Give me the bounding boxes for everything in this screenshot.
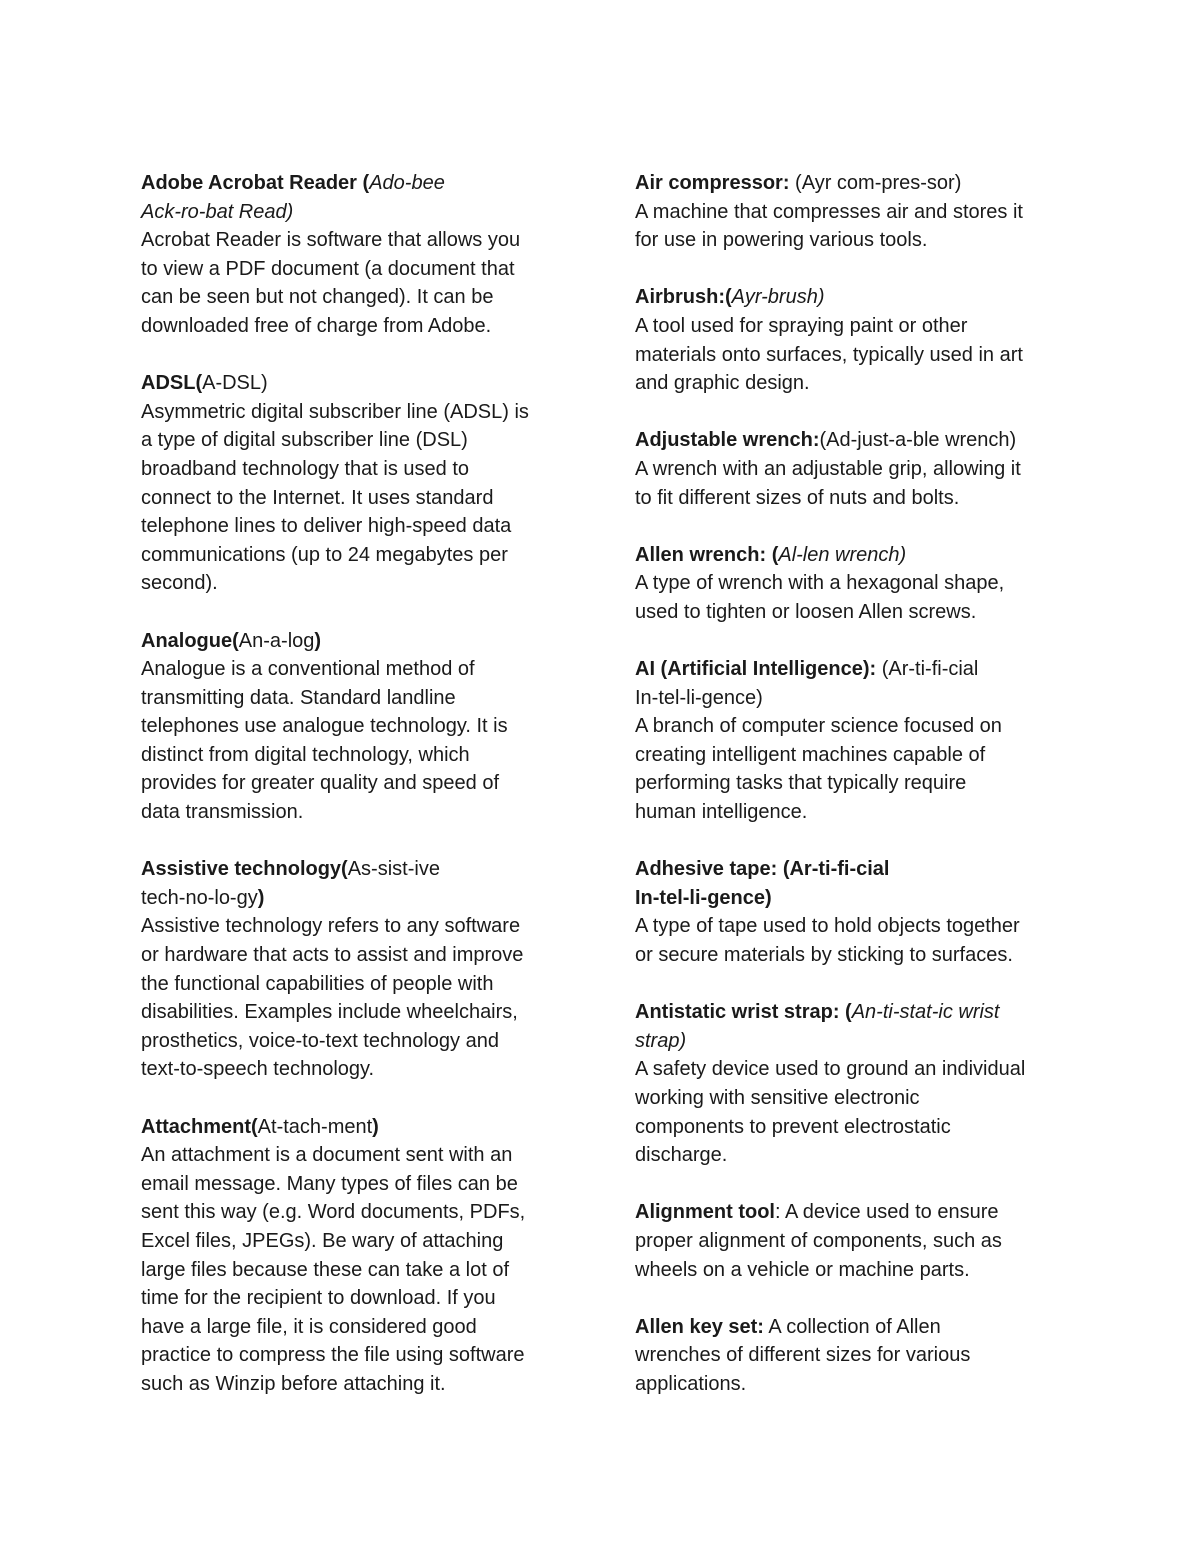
entry-text-line xyxy=(635,1256,1075,1285)
body-text: the functional capabilities of people with xyxy=(141,972,494,995)
entry-text-line xyxy=(635,1027,1075,1056)
glossary-entry-adjustable-wrench xyxy=(635,426,1075,512)
entry-term-line xyxy=(635,1198,1075,1227)
body-text: A safety device used to ground an individual xyxy=(635,1058,1026,1081)
entry-text-line xyxy=(635,912,1075,941)
entry-text-line xyxy=(141,283,581,312)
entry-term-line xyxy=(141,855,581,884)
body-text: disabilities. Examples include wheelchairs, xyxy=(141,1001,518,1024)
entry-text-line xyxy=(141,655,581,684)
entry-text-line xyxy=(635,341,1075,370)
body-text: telephone lines to deliver high-speed data xyxy=(141,515,512,538)
body-text: data transmission. xyxy=(141,801,304,824)
entry-text-line xyxy=(141,798,581,827)
body-text: materials onto surfaces, typically used in art xyxy=(635,343,1023,366)
term-text: Adhesive tape: (Ar-ti-fi-cial xyxy=(635,858,890,881)
body-text: and graphic design. xyxy=(635,372,810,395)
entry-term-line xyxy=(635,655,1075,684)
entry-term-line xyxy=(141,1113,581,1142)
entry-text-line xyxy=(635,1227,1075,1256)
entry-term-line xyxy=(635,541,1075,570)
left-column xyxy=(141,169,581,1427)
entry-text-line xyxy=(635,1370,1075,1399)
body-text: communications (up to 24 megabytes per xyxy=(141,543,508,566)
entry-text-line xyxy=(635,569,1075,598)
entry-text-line xyxy=(141,769,581,798)
body-text: discharge. xyxy=(635,1144,728,1167)
pronunciation-text: Ado-bee xyxy=(369,172,445,194)
entry-term-line xyxy=(141,369,581,398)
term-text: Air compressor: xyxy=(635,172,790,194)
body-text: A collection of Allen xyxy=(763,1315,941,1338)
glossary-entry-alignment-tool xyxy=(635,1198,1075,1284)
body-text: An attachment is a document sent with an xyxy=(141,1144,513,1167)
entry-text-line xyxy=(635,798,1075,827)
body-text: Analogue is a conventional method of xyxy=(141,658,475,681)
entry-text-line xyxy=(141,1227,581,1256)
entry-term-line xyxy=(141,169,581,198)
entry-text-line xyxy=(141,198,581,227)
body-text: second). xyxy=(141,572,218,595)
body-text: have a large file, it is considered good xyxy=(141,1315,477,1338)
entry-term-line xyxy=(635,169,1075,198)
term-text: Allen key set: xyxy=(635,1315,764,1338)
entry-text-line xyxy=(141,226,581,255)
body-text: email message. Many types of files can be xyxy=(141,1172,518,1195)
glossary-entry-air-compressor xyxy=(635,169,1075,255)
body-text: applications. xyxy=(635,1372,747,1395)
entry-text-line xyxy=(635,369,1075,398)
body-text: text-to-speech technology. xyxy=(141,1058,375,1081)
entry-text-line xyxy=(635,1341,1075,1370)
term-text: ( xyxy=(362,172,370,194)
body-text: (Ayr com-pres-sor) xyxy=(789,172,962,194)
body-text: A wrench with an adjustable grip, allowing it xyxy=(635,457,1021,480)
glossary-entry-allen-key-set xyxy=(635,1313,1075,1399)
body-text: performing tasks that typically require xyxy=(635,772,967,795)
body-text: provides for greater quality and speed of xyxy=(141,772,499,795)
body-text: A type of tape used to hold objects together xyxy=(635,915,1020,938)
body-text: tech-no-lo-gy xyxy=(141,886,258,909)
entry-text-line xyxy=(635,1055,1075,1084)
term-text: ) xyxy=(314,629,322,652)
body-text: large files because these can take a lot of xyxy=(141,1258,510,1281)
entry-term-line xyxy=(141,627,581,656)
body-text: can be seen but not changed). It can be xyxy=(141,286,494,309)
entry-text-line xyxy=(141,1198,581,1227)
term-text: AI (Artificial Intelligence): xyxy=(635,658,877,681)
entry-term-line xyxy=(635,1313,1075,1342)
term-text: Analogue( xyxy=(141,629,239,652)
entry-text-line xyxy=(635,484,1075,513)
glossary-entry-attachment xyxy=(141,1113,581,1399)
body-text: proper alignment of components, such as xyxy=(635,1229,1002,1252)
body-text: telephones use analogue technology. It is xyxy=(141,715,508,738)
entry-text-line xyxy=(141,1370,581,1399)
entry-text-line xyxy=(635,684,1075,713)
glossary-entry-allen-wrench xyxy=(635,541,1075,627)
entry-text-line xyxy=(141,1027,581,1056)
term-text: Airbrush:( xyxy=(635,286,732,309)
entry-text-line xyxy=(141,512,581,541)
body-text: A type of wrench with a hexagonal shape, xyxy=(635,572,1005,595)
term-text: Antistatic wrist strap: ( xyxy=(635,1001,852,1024)
body-text: components to prevent electrostatic xyxy=(635,1115,951,1138)
entry-term-line xyxy=(635,283,1075,312)
body-text: Asymmetric digital subscriber line (ADSL) is xyxy=(141,400,529,423)
term-text: Alignment tool xyxy=(635,1201,775,1224)
term-text: ADSL( xyxy=(141,372,203,395)
body-text: practice to compress the file using software xyxy=(141,1344,525,1367)
entry-text-line xyxy=(635,1141,1075,1170)
body-text: or secure materials by sticking to surfaces. xyxy=(635,944,1013,967)
term-text: ) xyxy=(257,886,265,909)
entry-text-line xyxy=(635,226,1075,255)
body-text: time for the recipient to download. If you xyxy=(141,1287,496,1310)
body-text: (Ad-just-a-ble wrench) xyxy=(819,429,1017,452)
glossary-entry-assistive-technology xyxy=(141,855,581,1084)
body-text: downloaded free of charge from Adobe. xyxy=(141,314,492,337)
glossary-entry-adsl xyxy=(141,369,581,598)
term-text: Attachment( xyxy=(141,1115,258,1138)
entry-text-line xyxy=(635,769,1075,798)
body-text: used to tighten or loosen Allen screws. xyxy=(635,600,977,623)
entry-text-line xyxy=(635,455,1075,484)
body-text: prosthetics, voice-to-text technology and xyxy=(141,1029,499,1052)
body-text: A tool used for spraying paint or other xyxy=(635,314,968,337)
body-text: such as Winzip before attaching it. xyxy=(141,1372,446,1395)
entry-text-line xyxy=(141,712,581,741)
body-text: A branch of computer science focused on xyxy=(635,715,1002,738)
body-text: to view a PDF document (a document that xyxy=(141,257,515,280)
body-text: Acrobat Reader is software that allows you xyxy=(141,229,521,252)
entry-text-line xyxy=(141,1341,581,1370)
glossary-entry-antistatic-wrist-strap xyxy=(635,998,1075,1170)
entry-text-line xyxy=(141,998,581,1027)
entry-text-line xyxy=(141,684,581,713)
entry-text-line xyxy=(141,1256,581,1285)
entry-text-line xyxy=(635,941,1075,970)
entry-text-line xyxy=(635,598,1075,627)
entry-term-line xyxy=(635,998,1075,1027)
entry-text-line xyxy=(141,1313,581,1342)
body-text: connect to the Internet. It uses standard xyxy=(141,486,494,509)
term-text: Adjustable wrench: xyxy=(635,429,820,452)
term-text: In-tel-li-gence) xyxy=(635,886,772,909)
pronunciation-text: strap) xyxy=(635,1029,687,1052)
entry-text-line xyxy=(141,1170,581,1199)
entry-text-line xyxy=(635,1084,1075,1113)
entry-text-line xyxy=(141,569,581,598)
entry-text-line xyxy=(635,712,1075,741)
pronunciation-text: Al-len wrench) xyxy=(778,543,907,566)
body-text: Assistive technology refers to any software xyxy=(141,915,521,938)
entry-text-line xyxy=(141,884,581,913)
entry-text-line xyxy=(141,1055,581,1084)
entry-text-line xyxy=(141,255,581,284)
entry-text-line xyxy=(635,884,1075,913)
entry-text-line xyxy=(141,941,581,970)
term-text: Allen wrench: ( xyxy=(635,543,779,566)
glossary-entry-adobe-acrobat-reader xyxy=(141,169,581,341)
pronunciation-text: An-ti-stat-ic wrist xyxy=(851,1001,1000,1024)
body-text: broadband technology that is used to xyxy=(141,457,470,480)
body-text: A-DSL) xyxy=(202,372,268,395)
entry-text-line xyxy=(141,741,581,770)
body-text: In-tel-li-gence) xyxy=(635,686,763,709)
body-text: to fit different sizes of nuts and bolts. xyxy=(635,486,960,509)
entry-text-line xyxy=(141,484,581,513)
pronunciation-text: Ayr-brush) xyxy=(731,286,825,309)
entry-text-line xyxy=(141,398,581,427)
entry-text-line xyxy=(635,312,1075,341)
entry-term-line xyxy=(635,855,1075,884)
body-text: An-a-log xyxy=(238,629,315,652)
right-column xyxy=(635,169,1075,1427)
glossary-entry-airbrush xyxy=(635,283,1075,397)
pronunciation-text: Ack-ro-bat Read) xyxy=(141,200,294,223)
entry-text-line xyxy=(141,1141,581,1170)
body-text: wheels on a vehicle or machine parts. xyxy=(635,1258,970,1281)
entry-text-line xyxy=(635,741,1075,770)
entry-text-line xyxy=(141,1284,581,1313)
entry-text-line xyxy=(141,455,581,484)
term-text: Adobe Acrobat Reader xyxy=(141,172,363,194)
entry-text-line xyxy=(141,541,581,570)
term-text: Assistive technology( xyxy=(141,858,348,881)
entry-term-line xyxy=(635,426,1075,455)
glossary-entry-analogue xyxy=(141,627,581,827)
body-text: distinct from digital technology, which xyxy=(141,743,470,766)
entry-text-line xyxy=(635,1113,1075,1142)
entry-text-line xyxy=(141,426,581,455)
entry-text-line xyxy=(141,970,581,999)
body-text: working with sensitive electronic xyxy=(635,1087,920,1109)
body-text: a type of digital subscriber line (DSL) xyxy=(141,429,468,452)
body-text: A machine that compresses air and stores it xyxy=(635,200,1023,223)
body-text: creating intelligent machines capable of xyxy=(635,743,986,766)
body-text: At-tach-ment xyxy=(257,1115,373,1138)
body-text: sent this way (e.g. Word documents, PDFs, xyxy=(141,1201,526,1224)
body-text: for use in powering various tools. xyxy=(635,229,928,252)
body-text: transmitting data. Standard landline xyxy=(141,686,456,709)
glossary-entry-adhesive-tape xyxy=(635,855,1075,969)
body-text: : A device used to ensure xyxy=(774,1201,999,1224)
body-text: or hardware that acts to assist and improve xyxy=(141,944,524,967)
body-text: Excel files, JPEGs). Be wary of attaching xyxy=(141,1229,504,1252)
glossary-entry-ai xyxy=(635,655,1075,827)
entry-text-line xyxy=(635,198,1075,227)
body-text: As-sist-ive xyxy=(347,858,440,881)
entry-text-line xyxy=(141,312,581,341)
term-text: ) xyxy=(372,1115,379,1138)
body-text: wrenches of different sizes for various xyxy=(635,1344,971,1367)
body-text: (Ar-ti-fi-cial xyxy=(876,658,979,681)
entry-text-line xyxy=(141,912,581,941)
body-text: human intelligence. xyxy=(635,801,808,824)
